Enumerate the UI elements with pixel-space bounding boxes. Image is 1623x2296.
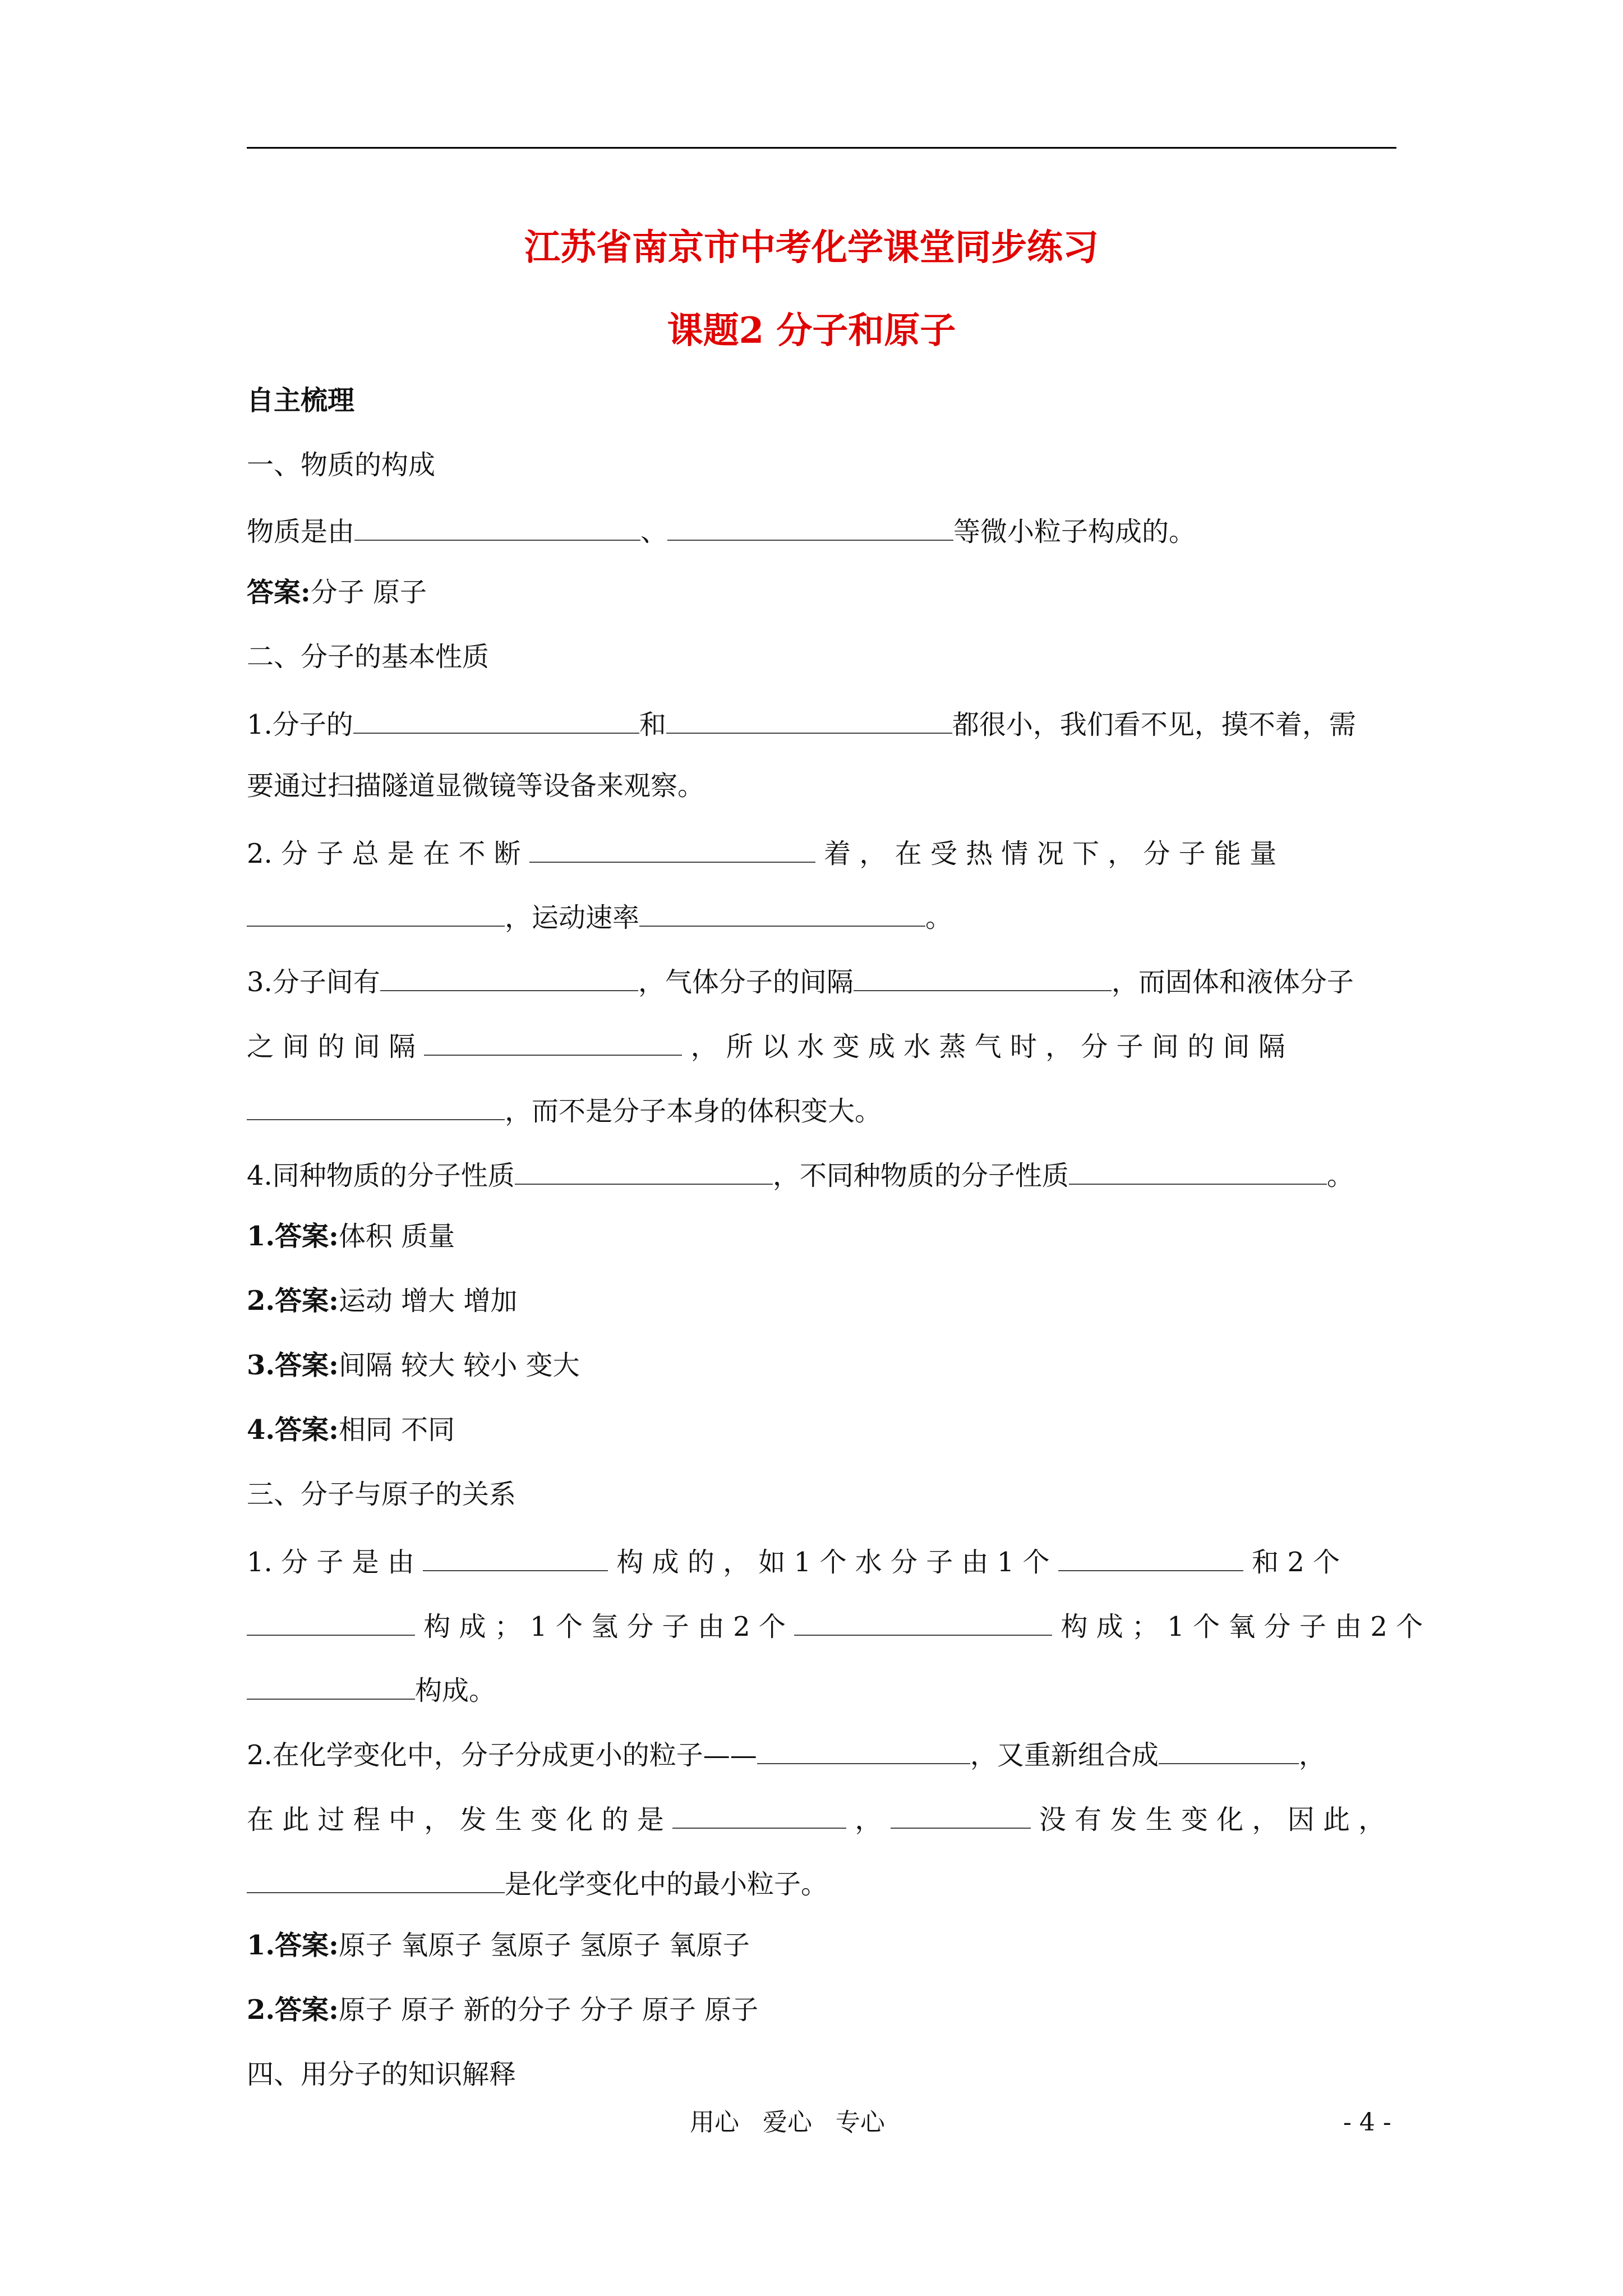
heading-properties: 二、分子的基本性质 [247, 641, 490, 673]
answer-blank[interactable] [247, 1867, 505, 1893]
question-line: 3.分子间有 ，气体分子的间隔 ，而固体和液体分子 [247, 967, 1354, 998]
answer-line: 1.答案:原子 氧原子 氢原子 氢原子 氧原子 [247, 1930, 750, 1961]
answer-blank[interactable] [247, 1094, 505, 1120]
answer-line: 2.答案:原子 原子 新的分子 分子 原子 原子 [247, 1994, 759, 2026]
answer-blank[interactable] [247, 1674, 415, 1700]
answer-line: 4.答案:相同 不同 [247, 1414, 455, 1446]
answer-blank[interactable] [794, 1610, 1052, 1636]
question-line: 之 间 的 间 隔 ， 所 以 水 变 成 水 蒸 气 时 ， 分 子 间 的 间 隔 [247, 1031, 1285, 1062]
question-line: 1. 分 子 是 由 构 成 的 ， 如 1 个 水 分 子 由 1 个 和 2 个 [247, 1547, 1340, 1578]
answer-blank[interactable] [666, 708, 952, 734]
answer-blank[interactable] [854, 965, 1112, 991]
question-line: 物质是由 、 等微小粒子构成的。 [247, 516, 1196, 547]
answer-line: 1.答案:体积 质量 [247, 1221, 455, 1252]
question-line: 构成。 [247, 1674, 496, 1704]
heading-composition: 一、物质的构成 [247, 449, 436, 481]
answer-blank[interactable] [515, 1159, 773, 1185]
section-label: 自主梳理 [247, 385, 355, 416]
document-subtitle: 课题2 分子和原子 [667, 310, 956, 352]
heading-explanation: 四、用分子的知识解释 [247, 2059, 517, 2090]
answer-blank[interactable] [423, 1545, 608, 1571]
footer-motto: 用心 爱心 专心 [690, 2108, 885, 2137]
question-line: 2.在化学变化中，分子分成更小的粒子—— ，又重新组合成 ， [247, 1740, 1326, 1771]
question-line: 1.分子的 和 都很小，我们看不见，摸不着，需 [247, 709, 1356, 740]
answer-blank[interactable] [353, 708, 639, 734]
question-line: 要通过扫描隧道显微镜等设备来观察。 [247, 770, 705, 802]
question-line: 在 此 过 程 中 ， 发 生 变 化 的 是 ， 没 有 发 生 变 化 ， 因 此 ， [247, 1804, 1386, 1835]
answer-blank[interactable] [1058, 1545, 1243, 1571]
question-line: 4.同种物质的分子性质 ，不同种物质的分子性质 。 [247, 1160, 1354, 1191]
answer-blank[interactable] [380, 965, 638, 991]
answer-blank[interactable] [672, 1803, 846, 1829]
answer-line: 答案:分子 原子 [247, 577, 427, 608]
answer-blank[interactable] [424, 1030, 682, 1056]
answer-blank[interactable] [247, 1610, 415, 1636]
question-line: 是化学变化中的最小粒子。 [247, 1867, 828, 1898]
answer-line: 3.答案:间隔 较大 较小 变大 [247, 1350, 580, 1381]
answer-blank[interactable] [891, 1803, 1031, 1829]
question-line: ，运动速率 。 [247, 901, 952, 931]
answer-blank[interactable] [354, 515, 640, 541]
answer-blank[interactable] [1069, 1159, 1327, 1185]
answer-line: 2.答案:运动 增大 增加 [247, 1285, 518, 1317]
question-line: 构 成 ； 1 个 氢 分 子 由 2 个 构 成 ； 1 个 氧 分 子 由 2 个 [247, 1610, 1423, 1640]
answer-blank[interactable] [757, 1738, 970, 1764]
document-title: 江苏省南京市中考化学课堂同步练习 [524, 227, 1099, 269]
question-line: 2. 分 子 总 是 在 不 断 着 ， 在 受 热 情 况 下 ， 分 子 能 量 [247, 838, 1277, 869]
header-rule [247, 147, 1396, 149]
heading-relation: 三、分子与原子的关系 [247, 1479, 517, 1510]
answer-blank[interactable] [247, 901, 505, 927]
answer-blank[interactable] [1159, 1738, 1299, 1764]
answer-blank[interactable] [529, 837, 815, 863]
question-line: ，而不是分子本身的体积变大。 [247, 1094, 882, 1125]
answer-blank[interactable] [667, 515, 953, 541]
page-number: - 4 - [1343, 2108, 1391, 2137]
answer-blank[interactable] [639, 901, 925, 927]
